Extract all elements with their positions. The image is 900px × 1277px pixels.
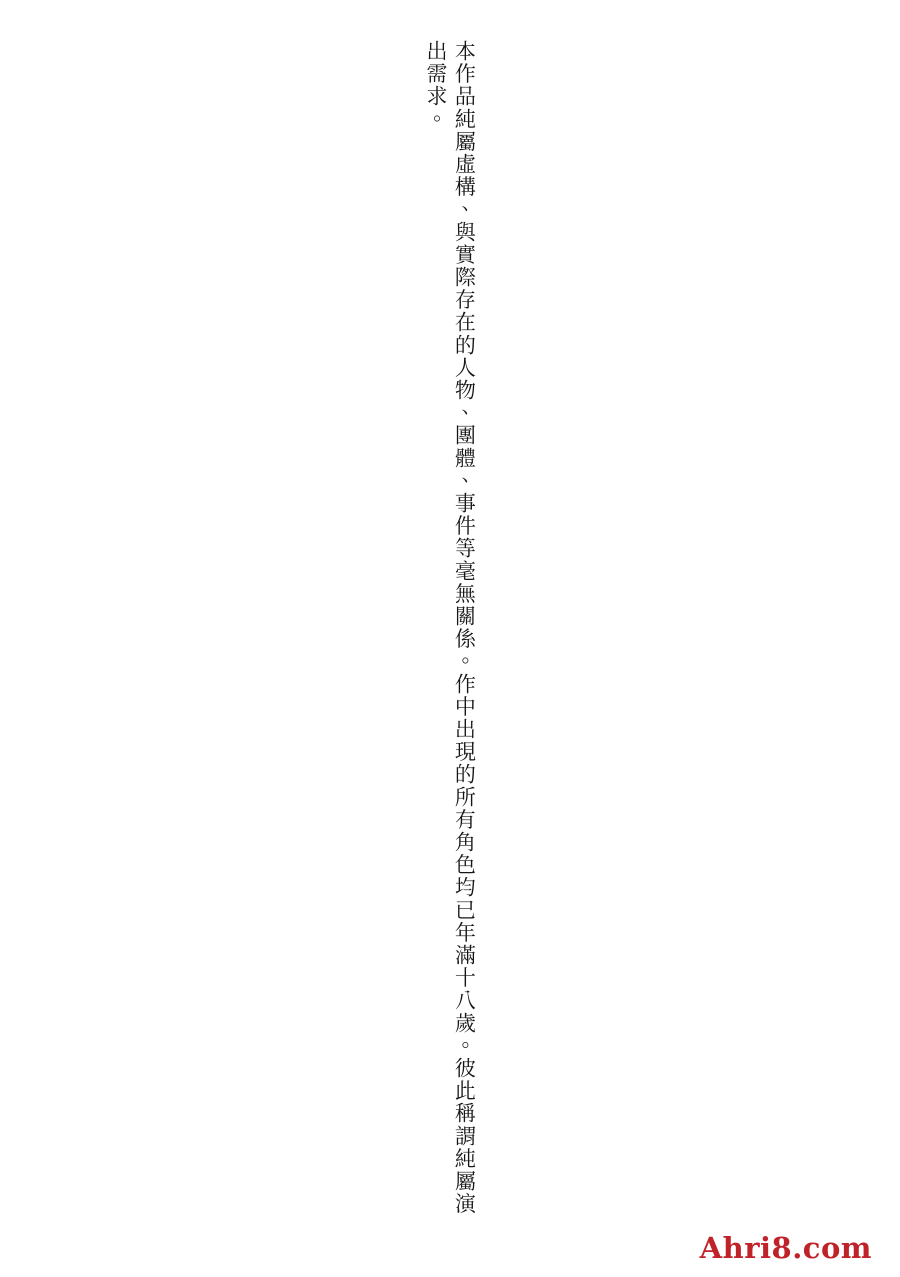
disclaimer-text: 本作品純屬虛構、與實際存在的人物、團體、事件等毫無關係。作中出現的所有角色均已年滿十八歲。彼此稱謂純屬演出需求。 (424, 40, 477, 1216)
site-watermark: Ahri8.com (699, 1231, 872, 1265)
